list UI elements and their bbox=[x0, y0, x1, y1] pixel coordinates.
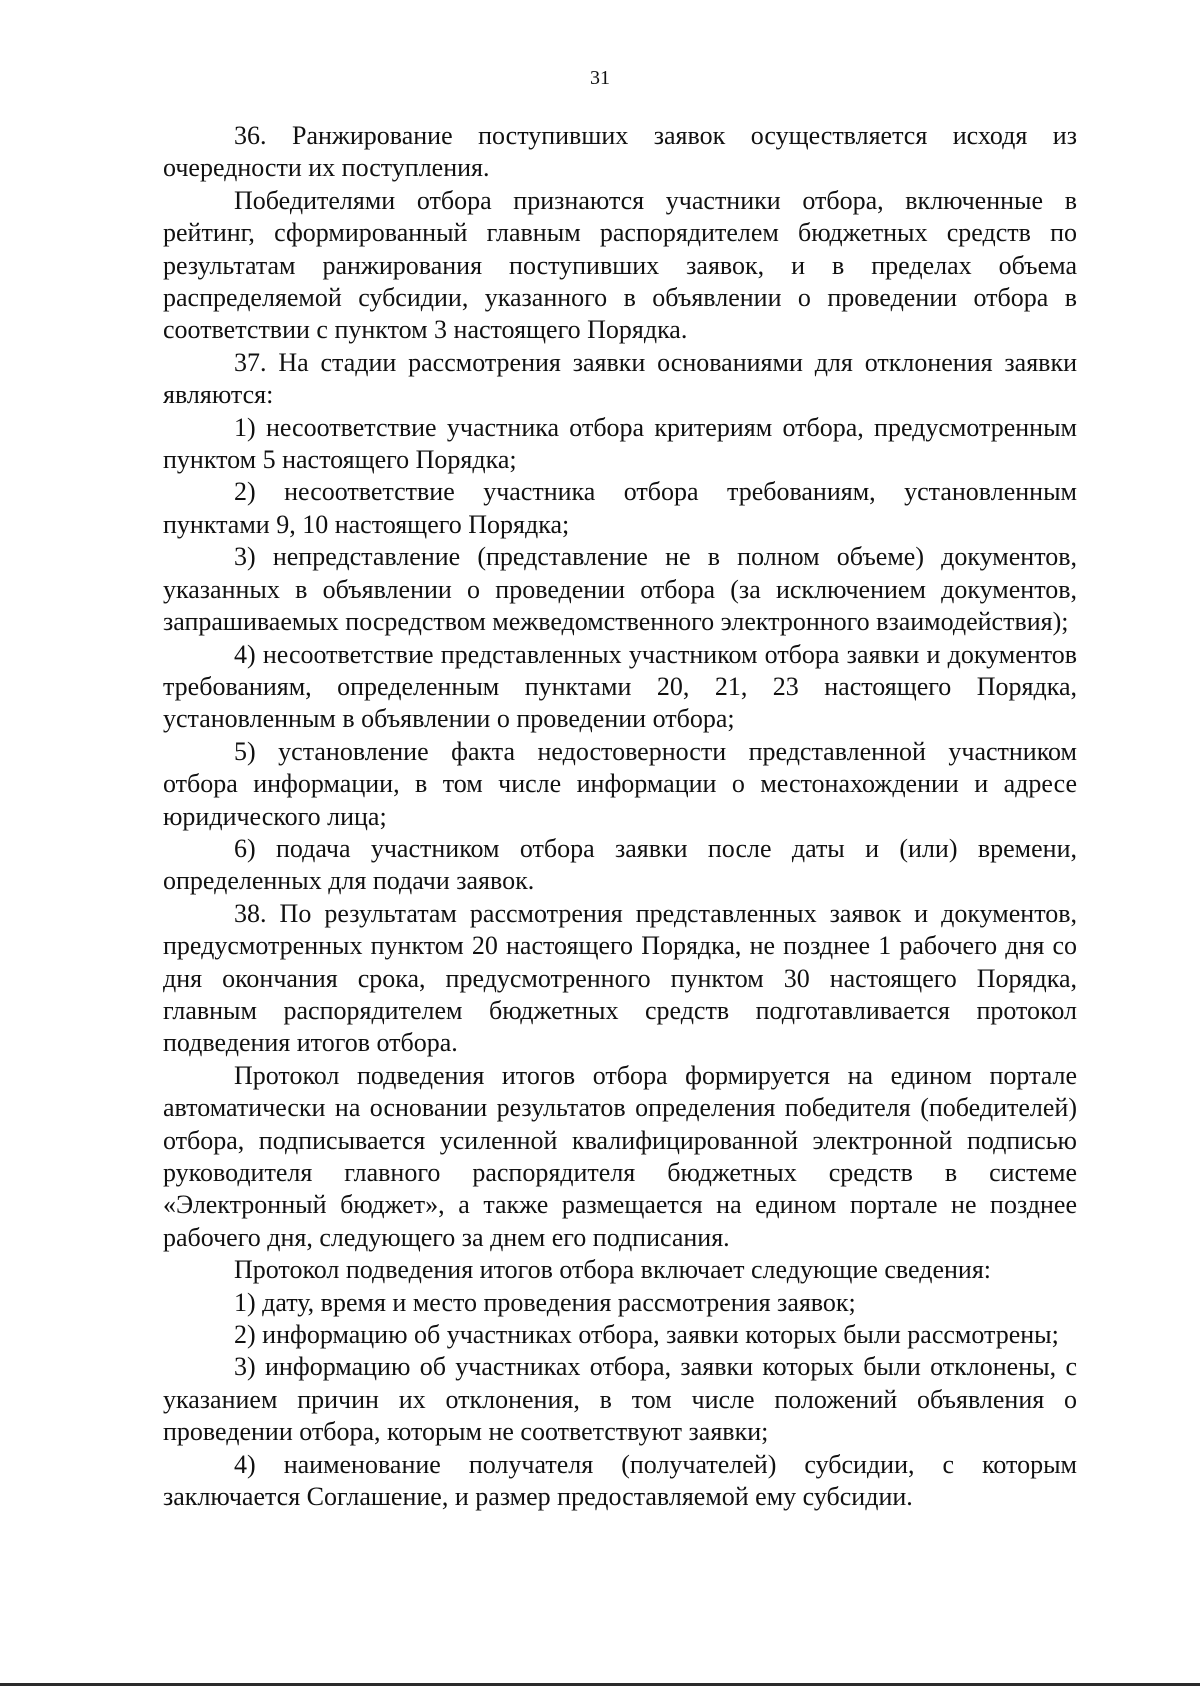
list-item: 5) установление факта недостоверности представленной участником отбора информации, в том числе информации о местонахождении и адресе юридического лица; bbox=[163, 736, 1077, 831]
list-item: 4) несоответствие представленных участником отбора заявки и документов требованиям, определенным пунктами 20, 21, 23 настоящего Порядка, установленным в объявлении о проведении отбора; bbox=[163, 639, 1077, 734]
paragraph-37: 37. На стадии рассмотрения заявки основаниями для отклонения заявки являются: bbox=[163, 347, 1077, 410]
paragraph-protocol-contents: Протокол подведения итогов отбора включает следующие сведения: bbox=[234, 1255, 991, 1285]
list-item: 4) наименование получателя (получателей) субсидии, с которым заключается Соглашение, и размер предоставляемой ему субсидии. bbox=[163, 1449, 1077, 1512]
document-body bbox=[163, 120, 1077, 1513]
list-item: 6) подача участником отбора заявки после даты и (или) времени, определенных для подачи заявок. bbox=[163, 833, 1077, 896]
paragraph-protocol: Протокол подведения итогов отбора формируется на едином портале автоматически на основании результатов определения победителя (победителей) отбора, подписывается усиленной квалифицированной электронной подписью руководителя главного распорядителя бюджетных средств в системе «Электронный бюджет», а также размещается на едином портале не позднее рабочего дня, следующего за днем его подписания. bbox=[163, 1060, 1077, 1252]
list-item: 3) непредставление (представление не в полном объеме) документов, указанных в объявлении о проведении отбора (за исключением документов, запрашиваемых посредством межведомственного электронного взаимодействия); bbox=[163, 542, 1077, 637]
paragraph-winners: Победителями отбора признаются участники отбора, включенные в рейтинг, сформированный главным распорядителем бюджетных средств по результатам ранжирования поступивших заявок, и в пределах объема распределяемой субсидии, указанного в объявлении о проведении отбора в соответствии с пунктом 3 настоящего Порядка. bbox=[163, 185, 1077, 345]
page-number: 31 bbox=[590, 67, 610, 89]
list-item: 2) несоответствие участника отбора требованиям, установленным пунктами 9, 10 настоящего Порядка; bbox=[163, 477, 1077, 539]
paragraph-38: 38. По результатам рассмотрения представленных заявок и документов, предусмотренных пунктом 20 настоящего Порядка, не позднее 1 рабочего дня со дня окончания срока, предусмотренного пунктом 30 настоящего Порядка, главным распорядителем бюджетных средств подготавливается протокол подведения итогов отбора. bbox=[163, 898, 1077, 1058]
list-item: 2) информацию об участниках отбора, заявки которых были рассмотрены; bbox=[234, 1320, 1059, 1350]
list-item: 3) информацию об участниках отбора, заявки которых были отклонены, с указанием причин их отклонения, в том числе положений объявления о проведении отбора, которым не соответствуют заявки; bbox=[163, 1352, 1077, 1447]
list-item: 1) несоответствие участника отбора критериям отбора, предусмотренным пунктом 5 настоящего Порядка; bbox=[163, 412, 1077, 475]
paragraph-36: 36. Ранжирование поступивших заявок осуществляется исходя из очередности их поступления. bbox=[163, 121, 1077, 183]
bottom-border-line bbox=[0, 1683, 1200, 1686]
list-item: 1) дату, время и место проведения рассмотрения заявок; bbox=[234, 1287, 856, 1317]
